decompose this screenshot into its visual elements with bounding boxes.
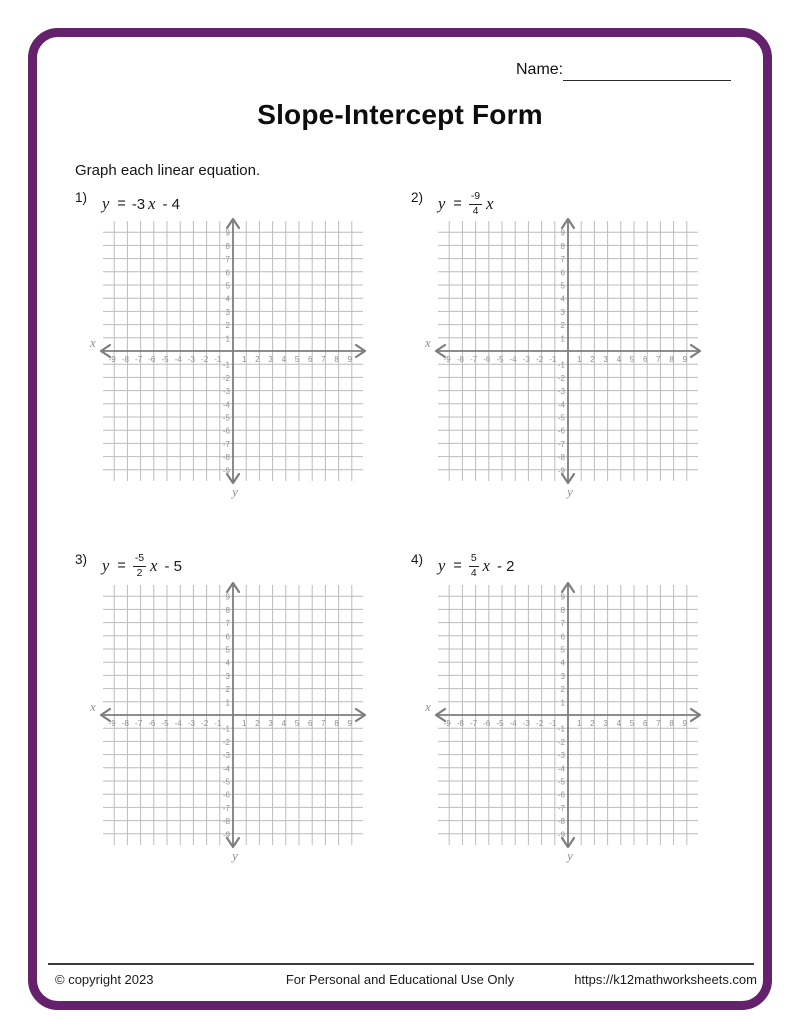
svg-text:6: 6 (307, 719, 313, 728)
svg-text:3: 3 (225, 671, 230, 681)
svg-text:-9: -9 (557, 466, 565, 476)
svg-text:1: 1 (576, 355, 582, 364)
svg-text:-2: -2 (557, 737, 565, 747)
svg-text:-7: -7 (222, 803, 230, 813)
svg-text:6: 6 (560, 632, 565, 642)
svg-text:-7: -7 (557, 803, 565, 813)
svg-text:-3: -3 (187, 355, 195, 364)
coordinate-grid[interactable] (422, 207, 714, 507)
svg-text:3: 3 (560, 307, 565, 317)
equation-lhs: y (102, 556, 110, 575)
svg-text:5: 5 (294, 355, 300, 364)
equation-variable: x (486, 194, 494, 213)
svg-text:5: 5 (560, 645, 565, 655)
svg-text:-6: -6 (148, 719, 156, 728)
equation-variable: x (150, 556, 158, 575)
problem-number: 2) (411, 190, 424, 205)
problem-number: 4) (411, 552, 424, 567)
svg-text:-4: -4 (557, 764, 565, 774)
svg-text:-3: -3 (222, 387, 230, 397)
svg-text:-5: -5 (557, 413, 565, 423)
grid-svg (422, 571, 714, 871)
svg-text:2: 2 (560, 321, 565, 331)
svg-text:-7: -7 (135, 719, 143, 728)
svg-text:2: 2 (225, 321, 230, 331)
svg-text:1: 1 (241, 719, 247, 728)
svg-text:-7: -7 (470, 719, 478, 728)
svg-text:-1: -1 (549, 355, 557, 364)
svg-text:4: 4 (281, 719, 287, 728)
svg-text:9: 9 (225, 228, 230, 238)
svg-text:-7: -7 (222, 439, 230, 449)
svg-text:-1: -1 (214, 355, 222, 364)
svg-text:8: 8 (334, 719, 339, 728)
svg-text:2: 2 (590, 355, 595, 364)
svg-text:-8: -8 (121, 355, 129, 364)
svg-text:-2: -2 (201, 719, 209, 728)
svg-text:-9: -9 (557, 830, 565, 840)
svg-text:-6: -6 (483, 355, 491, 364)
svg-text:-2: -2 (536, 355, 544, 364)
tick-labels (109, 229, 353, 476)
svg-text:8: 8 (560, 605, 565, 615)
svg-text:-3: -3 (187, 719, 195, 728)
svg-text:-3: -3 (557, 751, 565, 761)
equals-sign: = (117, 558, 126, 574)
svg-text:-6: -6 (222, 426, 230, 436)
svg-text:-4: -4 (557, 400, 565, 410)
svg-text:4: 4 (225, 294, 230, 304)
svg-text:3: 3 (603, 719, 608, 728)
svg-text:-9: -9 (222, 466, 230, 476)
equals-sign: = (453, 558, 462, 574)
svg-text:6: 6 (307, 355, 313, 364)
y-axis-label: y (232, 848, 238, 863)
y-axis-label: y (567, 848, 573, 863)
x-axis-label: x (425, 699, 431, 714)
svg-text:5: 5 (629, 719, 635, 728)
svg-text:-8: -8 (456, 355, 464, 364)
svg-text:5: 5 (225, 281, 230, 291)
svg-text:9: 9 (682, 355, 688, 364)
equation-lhs: y (438, 194, 446, 213)
svg-text:4: 4 (560, 294, 565, 304)
svg-text:-7: -7 (135, 355, 143, 364)
grid-svg (87, 571, 379, 871)
svg-text:-8: -8 (121, 719, 129, 728)
constant-term: - 4 (162, 195, 180, 213)
equals-sign: = (453, 196, 462, 212)
svg-text:5: 5 (629, 355, 635, 364)
svg-text:1: 1 (241, 355, 247, 364)
svg-text:-3: -3 (557, 387, 565, 397)
coefficient: -3 (131, 195, 146, 213)
svg-text:-3: -3 (222, 751, 230, 761)
svg-text:-2: -2 (536, 719, 544, 728)
fraction-numerator: -9 (469, 190, 482, 204)
name-label: Name: (516, 61, 564, 78)
fraction-denominator: 2 (136, 567, 143, 579)
svg-text:-1: -1 (557, 724, 565, 734)
svg-text:4: 4 (560, 658, 565, 668)
svg-text:-1: -1 (549, 719, 557, 728)
grid-svg (422, 207, 714, 507)
svg-text:5: 5 (225, 645, 230, 655)
x-axis-label: x (90, 699, 96, 714)
svg-text:-3: -3 (522, 355, 530, 364)
svg-text:1: 1 (225, 334, 230, 344)
svg-text:8: 8 (225, 605, 230, 615)
svg-text:-9: -9 (443, 355, 451, 364)
svg-text:-4: -4 (509, 719, 517, 728)
svg-text:6: 6 (225, 632, 230, 642)
svg-text:1: 1 (560, 698, 565, 708)
svg-text:-5: -5 (222, 777, 230, 787)
svg-text:2: 2 (560, 685, 565, 695)
svg-text:-2: -2 (222, 373, 230, 383)
svg-text:2: 2 (255, 355, 260, 364)
svg-text:2: 2 (590, 719, 595, 728)
coordinate-grid[interactable] (87, 571, 379, 871)
svg-text:-4: -4 (222, 764, 230, 774)
svg-text:5: 5 (294, 719, 300, 728)
coordinate-grid[interactable] (87, 207, 379, 507)
svg-text:9: 9 (560, 592, 565, 602)
svg-text:-7: -7 (470, 355, 478, 364)
instruction-text: Graph each linear equation. (75, 162, 261, 179)
svg-text:9: 9 (347, 355, 353, 364)
svg-text:6: 6 (225, 268, 230, 278)
svg-text:-9: -9 (108, 719, 116, 728)
equation-lhs: y (102, 194, 110, 213)
svg-text:-4: -4 (509, 355, 517, 364)
svg-text:7: 7 (321, 355, 326, 364)
fraction-numerator: 5 (469, 552, 479, 566)
y-axis-label: y (232, 484, 238, 499)
svg-text:-1: -1 (557, 360, 565, 370)
svg-text:8: 8 (225, 241, 230, 251)
svg-text:-8: -8 (222, 817, 230, 827)
svg-text:7: 7 (560, 619, 565, 629)
svg-text:6: 6 (560, 268, 565, 278)
svg-text:-5: -5 (557, 777, 565, 787)
svg-text:-3: -3 (522, 719, 530, 728)
svg-text:-1: -1 (222, 724, 230, 734)
svg-text:-6: -6 (557, 790, 565, 800)
svg-text:6: 6 (642, 355, 648, 364)
svg-text:-6: -6 (483, 719, 491, 728)
fraction-numerator: -5 (133, 552, 146, 566)
svg-text:-7: -7 (557, 439, 565, 449)
svg-text:-2: -2 (222, 737, 230, 747)
svg-text:-1: -1 (222, 360, 230, 370)
equation-variable: x (482, 556, 490, 575)
svg-text:-5: -5 (161, 719, 169, 728)
svg-text:4: 4 (225, 658, 230, 668)
equals-sign: = (117, 196, 126, 212)
tick-labels (109, 593, 353, 840)
svg-text:-8: -8 (557, 453, 565, 463)
svg-text:8: 8 (334, 355, 339, 364)
constant-term: - 5 (164, 557, 182, 575)
svg-text:4: 4 (616, 719, 622, 728)
svg-text:-2: -2 (557, 373, 565, 383)
svg-text:-9: -9 (108, 355, 116, 364)
copyright-text: © copyright 2023 (55, 972, 154, 987)
fraction-denominator: 4 (470, 567, 477, 579)
svg-text:9: 9 (560, 228, 565, 238)
svg-text:-8: -8 (557, 817, 565, 827)
svg-text:-4: -4 (222, 400, 230, 410)
coordinate-grid[interactable] (422, 571, 714, 871)
svg-text:2: 2 (255, 719, 260, 728)
svg-text:-5: -5 (222, 413, 230, 423)
svg-text:1: 1 (576, 719, 582, 728)
svg-text:8: 8 (669, 355, 674, 364)
svg-text:-8: -8 (222, 453, 230, 463)
svg-text:-5: -5 (496, 719, 504, 728)
svg-text:9: 9 (347, 719, 353, 728)
svg-text:7: 7 (225, 255, 230, 265)
fraction-denominator: 4 (472, 205, 479, 217)
svg-text:7: 7 (656, 719, 661, 728)
svg-text:-5: -5 (496, 355, 504, 364)
tick-labels (444, 229, 688, 476)
website-url[interactable]: https://k12mathworksheets.com (574, 972, 757, 987)
svg-text:1: 1 (225, 698, 230, 708)
grid-svg (87, 207, 379, 507)
svg-text:4: 4 (281, 355, 287, 364)
svg-text:-4: -4 (174, 719, 182, 728)
equation-variable: x (148, 194, 156, 213)
svg-text:8: 8 (669, 719, 674, 728)
footer-divider (48, 963, 754, 965)
svg-text:3: 3 (603, 355, 608, 364)
usage-text: For Personal and Educational Use Only (285, 972, 515, 987)
svg-text:2: 2 (225, 685, 230, 695)
svg-text:8: 8 (560, 241, 565, 251)
svg-text:3: 3 (268, 355, 273, 364)
name-blank-line[interactable] (563, 80, 731, 81)
svg-text:-5: -5 (161, 355, 169, 364)
equation-lhs: y (438, 556, 446, 575)
x-axis-label: x (425, 335, 431, 350)
page-title: Slope-Intercept Form (257, 99, 543, 130)
svg-text:7: 7 (560, 255, 565, 265)
tick-labels (444, 593, 688, 840)
y-axis-label: y (567, 484, 573, 499)
svg-text:5: 5 (560, 281, 565, 291)
svg-text:9: 9 (682, 719, 688, 728)
x-axis-label: x (90, 335, 96, 350)
problem-number: 1) (75, 190, 88, 205)
svg-text:1: 1 (560, 334, 565, 344)
svg-text:-4: -4 (174, 355, 182, 364)
svg-text:-6: -6 (557, 426, 565, 436)
svg-text:-8: -8 (456, 719, 464, 728)
svg-text:-2: -2 (201, 355, 209, 364)
constant-term: - 2 (496, 557, 515, 575)
svg-text:3: 3 (268, 719, 273, 728)
svg-text:-6: -6 (222, 790, 230, 800)
svg-text:6: 6 (642, 719, 648, 728)
problem-number: 3) (75, 552, 88, 567)
svg-text:-6: -6 (148, 355, 156, 364)
svg-text:-9: -9 (443, 719, 451, 728)
svg-text:-9: -9 (222, 830, 230, 840)
svg-text:7: 7 (225, 619, 230, 629)
svg-text:7: 7 (656, 355, 661, 364)
svg-text:3: 3 (560, 671, 565, 681)
svg-text:4: 4 (616, 355, 622, 364)
svg-text:7: 7 (321, 719, 326, 728)
svg-text:3: 3 (225, 307, 230, 317)
svg-text:-1: -1 (214, 719, 222, 728)
svg-text:9: 9 (225, 592, 230, 602)
